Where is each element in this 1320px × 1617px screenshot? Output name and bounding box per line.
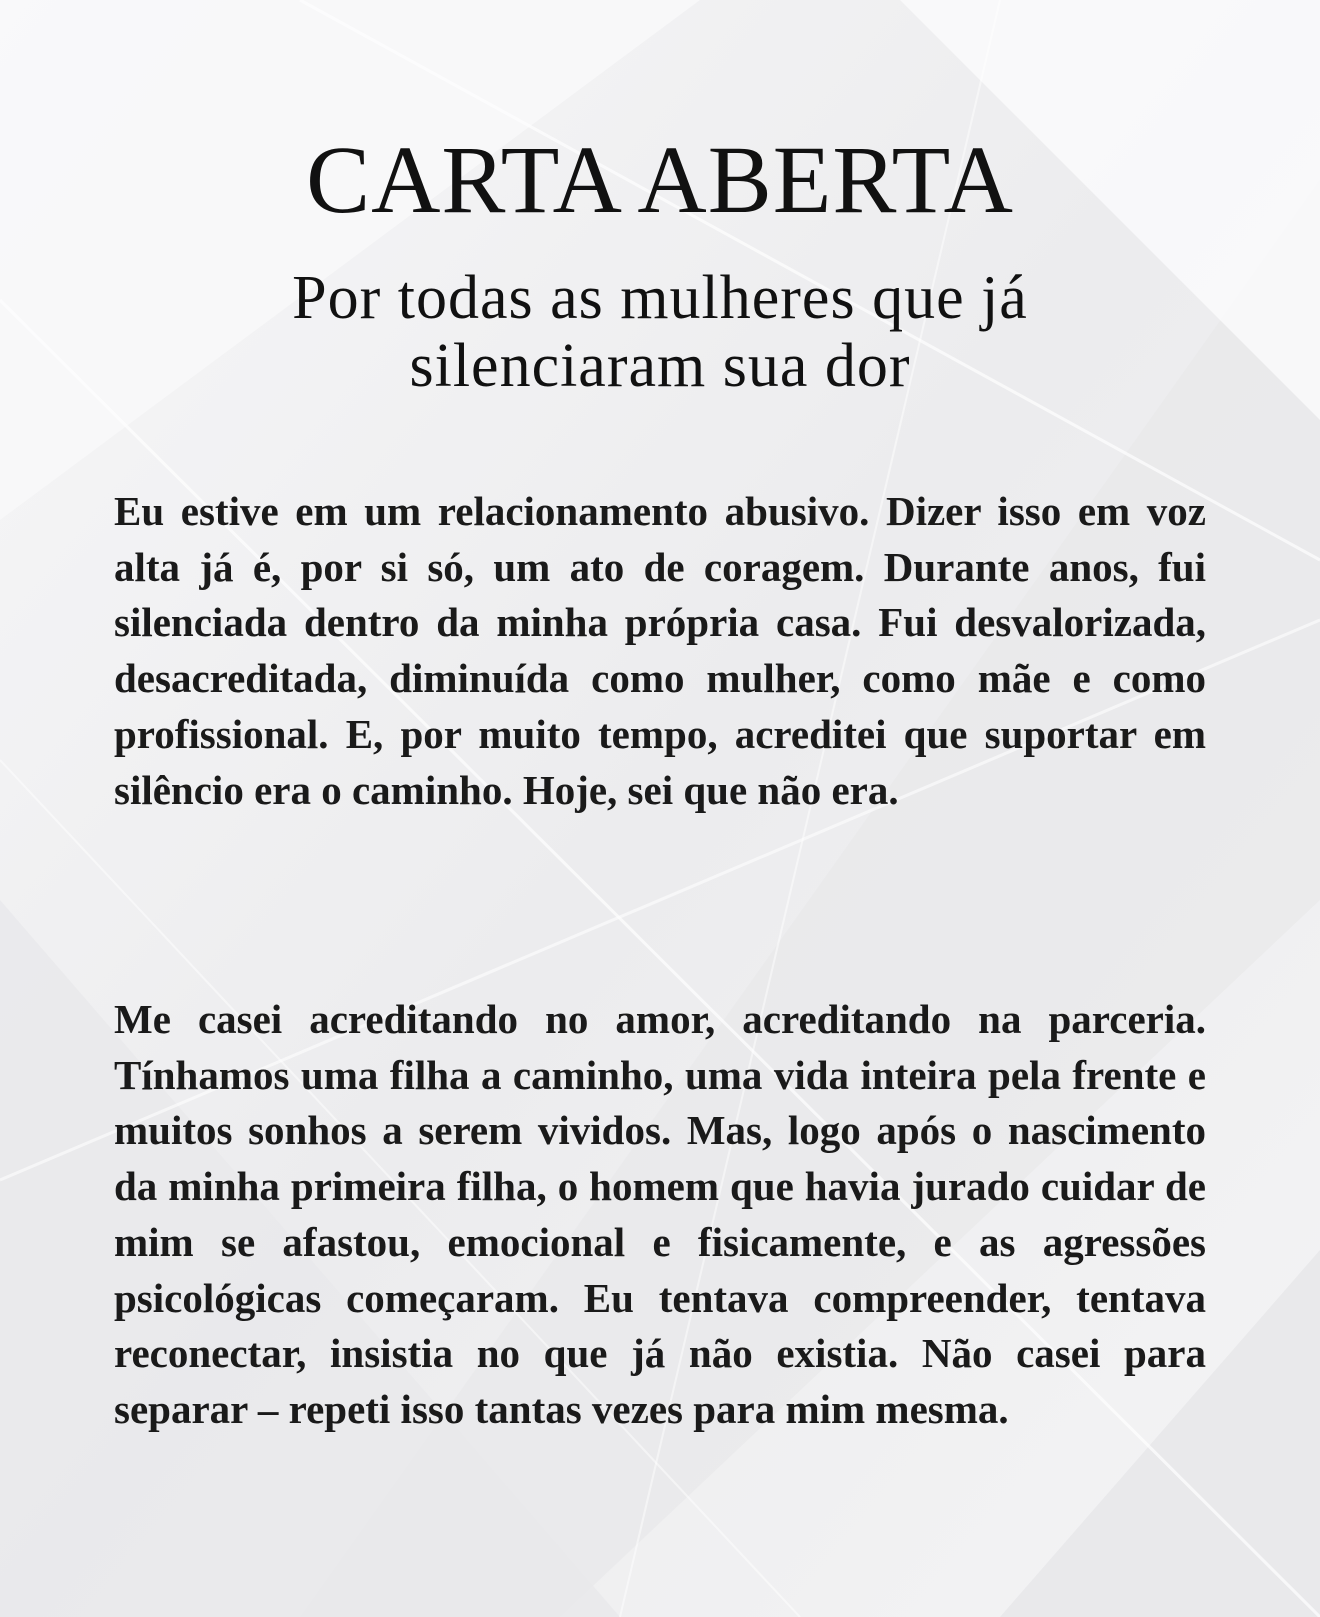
paragraph-2: Me casei acreditando no amor, acreditando na parceria. Tínhamos uma filha a caminho, uma vida inteira pela frente e muitos sonhos a serem vividos. Mas, logo após o nascimento da minha primeira filha, o homem que havia jurado cuidar de mim se afastou, emocional e fisicamente, e as agressões psicológicas começaram. Eu tentava compreender, tentava reconectar, insistia no que já não existia. Não casei para separar – repeti isso tantas vezes para mim mesma. [114, 996, 1206, 1432]
letter-subtitle: Por todas as mulheres que já silenciaram sua dor [292, 264, 1028, 400]
paragraph-1: Eu estive em um relacionamento abusivo. Dizer isso em voz alta já é, por si só, um ato de coragem. Durante anos, fui silenciada dentro da minha própria casa. Fui desvalorizada, desacreditada, diminuída como mulher, como mãe e como profissional. E, por muito tempo, acreditei que suportar em silêncio era o caminho. Hoje, sei que não era. [114, 488, 1206, 813]
letter-title: CARTA ABERTA [306, 126, 1014, 233]
